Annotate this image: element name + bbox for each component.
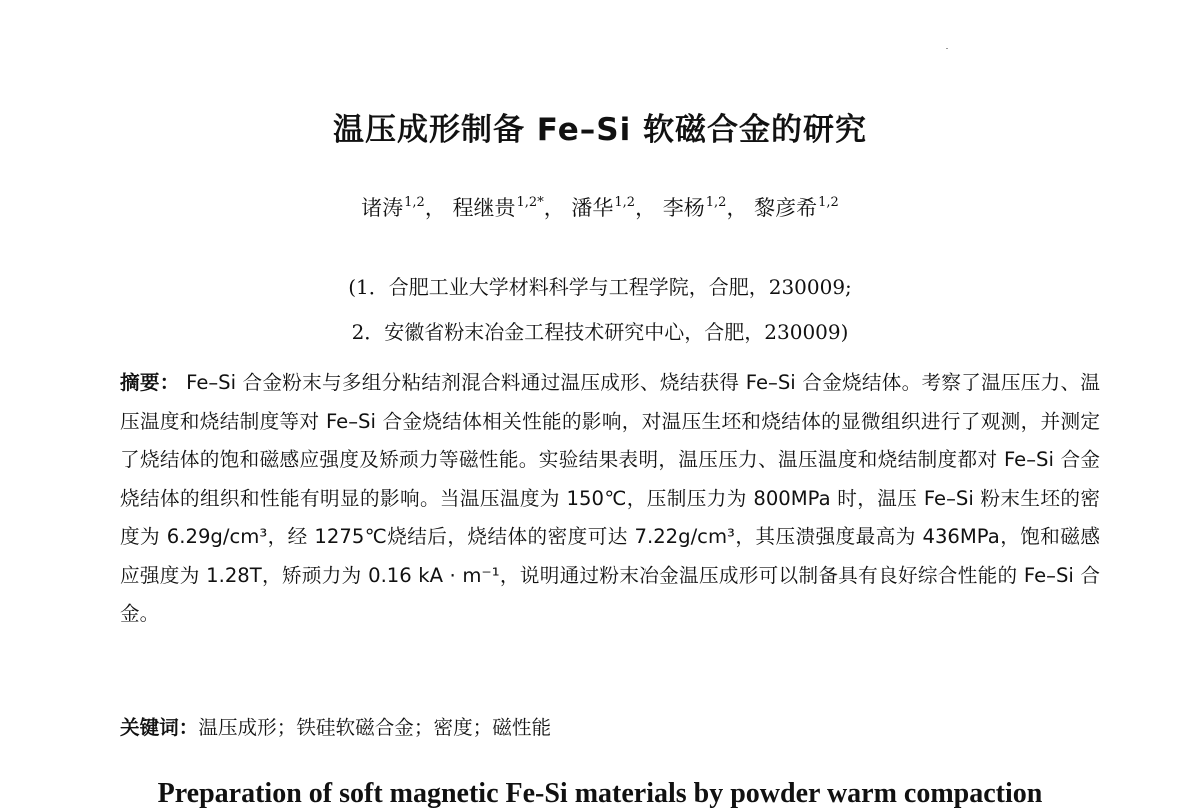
author-affiliation-mark: 1,2 [818,195,839,210]
author-name: 程继贵 [452,196,516,220]
author-list [0,192,1200,222]
keywords-label: 关键词： [120,716,199,739]
keywords-text: 温压成形；铁硅软磁合金；密度；磁性能 [198,716,552,739]
english-title: Preparation of soft magnetic Fe-Si materials by powder warm compaction [157,778,1043,809]
author-name: 黎彦希 [754,196,818,220]
author-name: 诸涛 [361,196,404,220]
author-separator: ， [424,196,446,220]
paper-title: 温压成形制备 Fe–Si 软磁合金的研究 [333,112,867,148]
author-name: 李杨 [662,196,705,220]
author-affiliation-mark: 1,2 [404,195,425,210]
author-separator: ， [726,196,748,220]
abstract [120,364,1100,634]
author-name: 潘华 [571,196,614,220]
author-affiliation-mark: 1,2 [705,195,727,210]
keywords [120,711,1100,740]
scan-speck [946,48,948,49]
author-separator: ， [543,196,565,220]
author-affiliation-mark: 1,2 [614,195,636,210]
affiliation-line: 2．安徽省粉末冶金工程技术研究中心，合肥，230009) [351,320,849,344]
abstract-label: 摘要： [120,371,180,394]
affiliation-line: (1．合肥工业大学材料科学与工程学院，合肥，230009; [348,275,852,299]
abstract-text: Fe–Si 合金粉末与多组分粘结剂混合料通过温压成形、烧结获得 Fe–Si 合金烧结体。考察了温压压力、温压温度和烧结制度等对 Fe–Si 合金烧结体相关性能的影响，对温压生坯和烧结体的显微组织进行了观测，并测定了烧结体的饱和磁感应强度及矫顽力等磁性能。实验结果表明，温压压力、温压温度和烧结制度都对 Fe–Si 合金烧结体的组织和性能有明显的影响。当温压温度为 150℃，压制压力为 800MPa 时，温压 Fe–Si 粉末生坯的密度为 6.29g/cm³，经 1275℃烧结后，烧结体的密度可达 7.22g/cm³，其压溃强度最高为 436MPa，饱和磁感应强度为 1.28T，矫顽力为 0.16 kA · m⁻¹，说明通过粉末冶金温压成形可以制备具有良好综合性能的 Fe–Si 合金。 [120,371,1101,625]
author-separator: ， [635,196,657,220]
author-affiliation-mark: 1,2* [516,195,544,210]
